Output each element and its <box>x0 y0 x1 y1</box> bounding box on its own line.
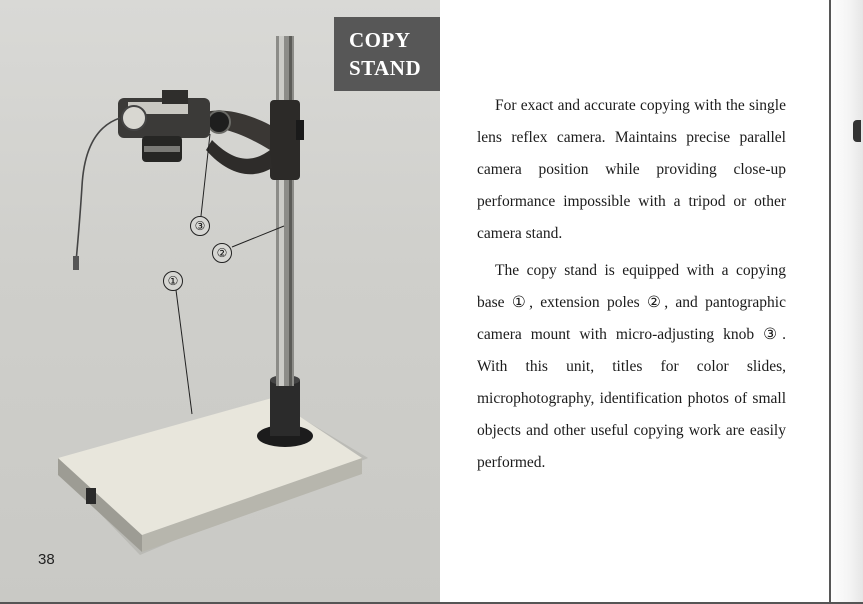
pole-highlight <box>279 36 284 386</box>
leader-line-1 <box>176 290 192 414</box>
cable-release-plunger <box>73 256 79 270</box>
title-line-2: STAND <box>349 56 422 80</box>
base-knob <box>86 488 96 504</box>
lens-ring <box>144 146 180 152</box>
page-number: 38 <box>38 551 55 568</box>
paragraph-intro: For exact and accurate copying with the single lens reflex camera. Maintains precise parallel camera position while providing close-up performance impossible with a tripod or other camera stand. <box>477 97 786 242</box>
pole-shade <box>289 36 292 386</box>
pole-mount-collar <box>270 380 300 436</box>
cable-release <box>76 118 120 262</box>
micro-adjusting-knob <box>208 111 230 133</box>
paragraph-features: The copy stand is equipped with a copying base ①, extension poles ②, and pantographic camera mount with micro-adjusting knob ③. With this unit, titles for color slides, microphotography, identification photos of small objects and other useful copying work are easily performed. <box>477 262 786 471</box>
camera-dial <box>122 106 146 130</box>
camera-prism <box>162 90 188 104</box>
clamp-screw <box>296 120 304 140</box>
leader-line-3 <box>201 134 210 216</box>
pole-clamp <box>270 100 300 180</box>
description-text <box>477 90 786 479</box>
callout-2: ② <box>212 243 232 263</box>
title-line-1: COPY <box>349 28 411 52</box>
section-title <box>334 17 440 91</box>
next-page-edge <box>829 0 863 604</box>
page-edge-mark <box>853 120 861 142</box>
callout-3: ③ <box>190 216 210 236</box>
callout-1: ① <box>163 271 183 291</box>
page-gutter-line <box>829 0 831 604</box>
